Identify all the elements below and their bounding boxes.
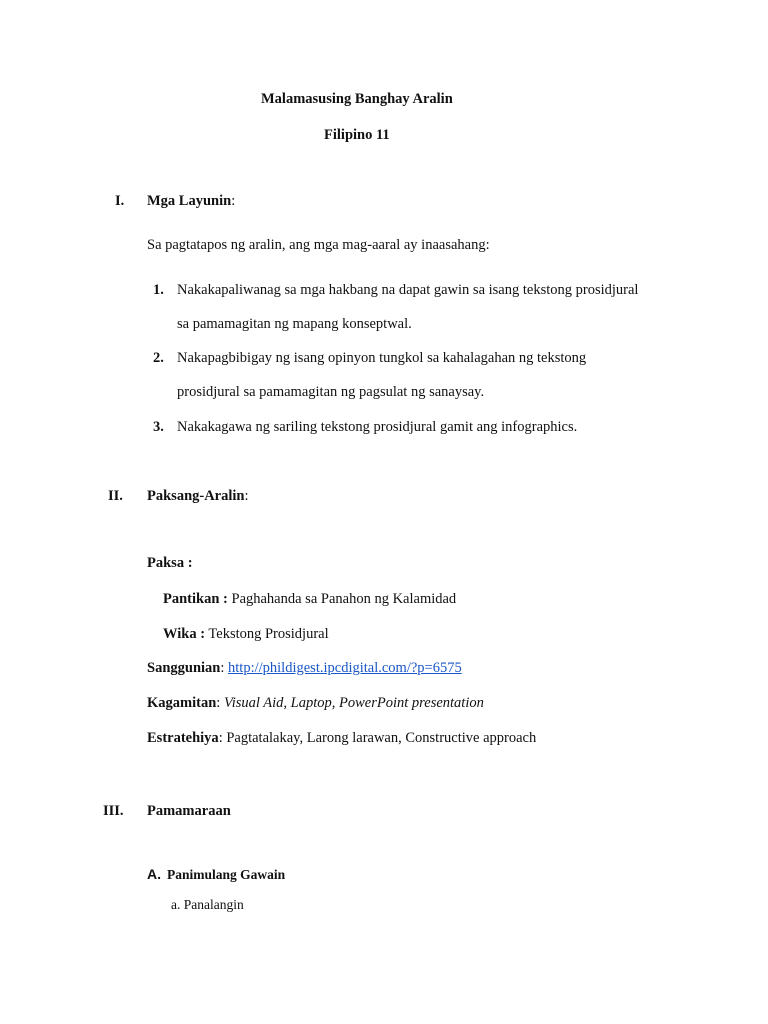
objective-2-line-1: Nakapagbibigay ng isang opinyon tungkol sa kahalagahan ng tekstong bbox=[177, 350, 587, 366]
section-2-numeral: II. bbox=[108, 488, 123, 504]
objective-2-line-2: prosidjural sa pamamagitan ng pagsulat ng sanaysay. bbox=[177, 384, 485, 400]
sanggunian-link[interactable]: http://phildigest.ipcdigital.com/?p=6575 bbox=[228, 660, 462, 676]
section-3-numeral: III. bbox=[103, 803, 124, 819]
section-2-heading: Paksang-Aralin: bbox=[147, 488, 249, 504]
objective-number: 2. bbox=[153, 350, 164, 366]
objective-1-line-1: Nakakapaliwanag sa mga hakbang na dapat gawin sa isang tekstong prosidjural bbox=[177, 282, 639, 298]
objective-3-line-1: Nakakagawa ng sariling tekstong prosidjural gamit ang infographics. bbox=[177, 419, 578, 435]
list-item-panalangin: a. Panalangin bbox=[171, 897, 244, 912]
sanggunian-line: Sanggunian: http://phildigest.ipcdigital.com/?p=6575 bbox=[147, 660, 462, 676]
objectives-intro: Sa pagtatapos ng aralin, ang mga mag-aaral ay inaasahang: bbox=[147, 237, 490, 253]
paksa-label: Paksa : bbox=[147, 555, 193, 571]
subsection-a: A. Panimulang Gawain bbox=[147, 866, 286, 882]
section-1-numeral: I. bbox=[115, 193, 125, 209]
estratehiya-line: Estratehiya: Pagtatalakay, Larong larawan, Constructive approach bbox=[147, 730, 537, 746]
section-3-heading: Pamamaraan bbox=[147, 803, 231, 819]
section-1-heading: Mga Layunin: bbox=[147, 193, 236, 209]
document-title: Malamasusing Banghay Aralin bbox=[261, 91, 453, 107]
objective-1-line-2: sa pamamagitan ng mapang konseptwal. bbox=[177, 316, 412, 332]
wika-line: Wika : Tekstong Prosidjural bbox=[163, 626, 329, 642]
document-subtitle: Filipino 11 bbox=[324, 127, 390, 143]
objective-number: 3. bbox=[153, 419, 164, 435]
pantikan-line: Pantikan : Paghahanda sa Panahon ng Kalamidad bbox=[163, 591, 457, 607]
objective-number: 1. bbox=[153, 282, 164, 298]
kagamitan-line: Kagamitan: Visual Aid, Laptop, PowerPoint presentation bbox=[147, 695, 484, 711]
